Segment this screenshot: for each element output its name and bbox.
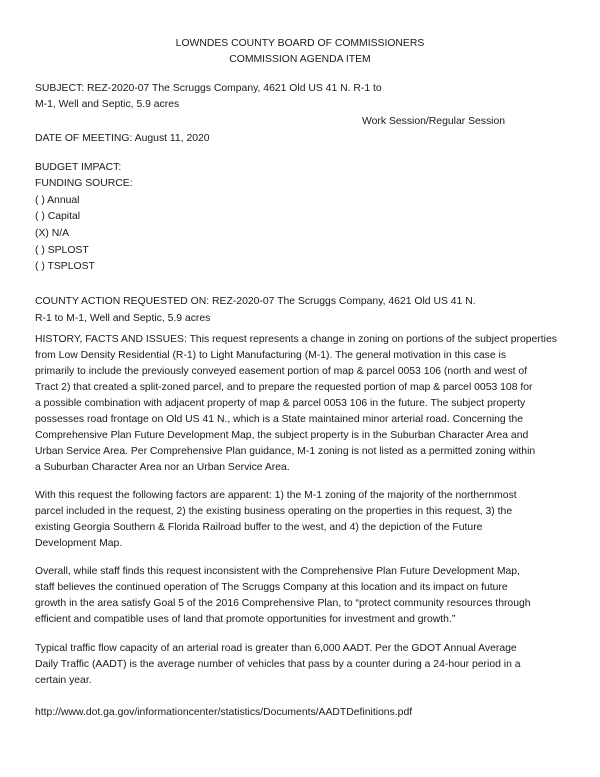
traffic-line: certain year.	[35, 675, 92, 686]
history-line: possesses road frontage on Old US 41 N., which is a State maintained minor arterial road. Concerning the	[35, 414, 524, 425]
funding-option-tsplost: ( ) TSPLOST	[35, 261, 95, 272]
aadt-definitions-link[interactable]: http://www.dot.ga.gov/informationcenter/statistics/Documents/AADTDefinitions.pdf	[35, 707, 413, 718]
session-type: Work Session/Regular Session	[362, 116, 506, 127]
traffic-line: Daily Traffic (AADT) is the average number of vehicles that pass by a counter during a 24-hour period in a	[35, 659, 521, 670]
overall-line: efficient and compatible uses of land that promote opportunities for investment and growth.”	[35, 614, 456, 625]
funding-source-label: FUNDING SOURCE:	[35, 178, 133, 189]
history-line: a possible combination with adjacent property of map & parcel 0053 106 in the future. The subject property	[35, 398, 526, 409]
overall-line: Overall, while staff finds this request inconsistent with the Comprehensive Plan Future Development Map,	[35, 566, 520, 577]
subject-line1: SUBJECT: REZ-2020-07 The Scruggs Company, 4621 Old US 41 N. R-1 to	[35, 83, 382, 94]
funding-option-annual: ( ) Annual	[35, 195, 80, 206]
history-line: from Low Density Residential (R-1) to Light Manufacturing (M-1). The general motivation in this case is	[35, 350, 507, 361]
traffic-line: Typical traffic flow capacity of an arterial road is greater than 6,000 AADT. Per the GDOT Annual Average	[35, 643, 517, 654]
factors-line: With this request the following factors are apparent: 1) the M-1 zoning of the majority of the northernmost	[35, 490, 517, 501]
funding-option-splost: ( ) SPLOST	[35, 245, 89, 256]
county-action-line1: COUNTY ACTION REQUESTED ON: REZ-2020-07 The Scruggs Company, 4621 Old US 41 N.	[35, 296, 476, 307]
overall-line: staff believes the continued operation of The Scruggs Company at this location and its impact on future	[35, 582, 508, 593]
history-line: primarily to include the previously conveyed easement portion of map & parcel 0053 106 (north and west of	[35, 366, 528, 377]
history-line: Urban Service Area. Per Comprehensive Plan guidance, M-1 zoning is not listed as a permitted zoning within	[35, 446, 536, 457]
history-line: Tract 2) that created a split-zoned parcel, and to prepare the requested portion of map & parcel 0053 108 for	[35, 382, 533, 393]
funding-option-na: (X) N/A	[35, 228, 70, 239]
header-title-line2: COMMISSION AGENDA ITEM	[229, 54, 371, 65]
history-line: a Suburban Character Area nor an Urban Service Area.	[35, 462, 290, 473]
history-line: HISTORY, FACTS AND ISSUES: This request represents a change in zoning on portions of the subject properties	[35, 334, 557, 345]
funding-option-capital: ( ) Capital	[35, 211, 81, 222]
header-title-line1: LOWNDES COUNTY BOARD OF COMMISSIONERS	[175, 38, 425, 49]
history-line: Comprehensive Plan Future Development Map, the subject property is in the Suburban Character Area and	[35, 430, 529, 441]
county-action-line2: R-1 to M-1, Well and Septic, 5.9 acres	[35, 313, 211, 324]
budget-impact-label: BUDGET IMPACT:	[35, 162, 122, 173]
factors-line: existing Georgia Southern & Florida Railroad buffer to the west, and 4) the depiction of the Future	[35, 522, 483, 533]
overall-line: growth in the area satisfy Goal 5 of the 2016 Comprehensive Plan, to “protect community resources through	[35, 598, 531, 609]
subject-line2: M-1, Well and Septic, 5.9 acres	[35, 99, 180, 110]
factors-line: Development Map.	[35, 538, 123, 549]
date-of-meeting: DATE OF MEETING: August 11, 2020	[35, 133, 210, 144]
factors-line: parcel included in the request, 2) the existing business operating on the properties in this request, 3) the	[35, 506, 513, 517]
